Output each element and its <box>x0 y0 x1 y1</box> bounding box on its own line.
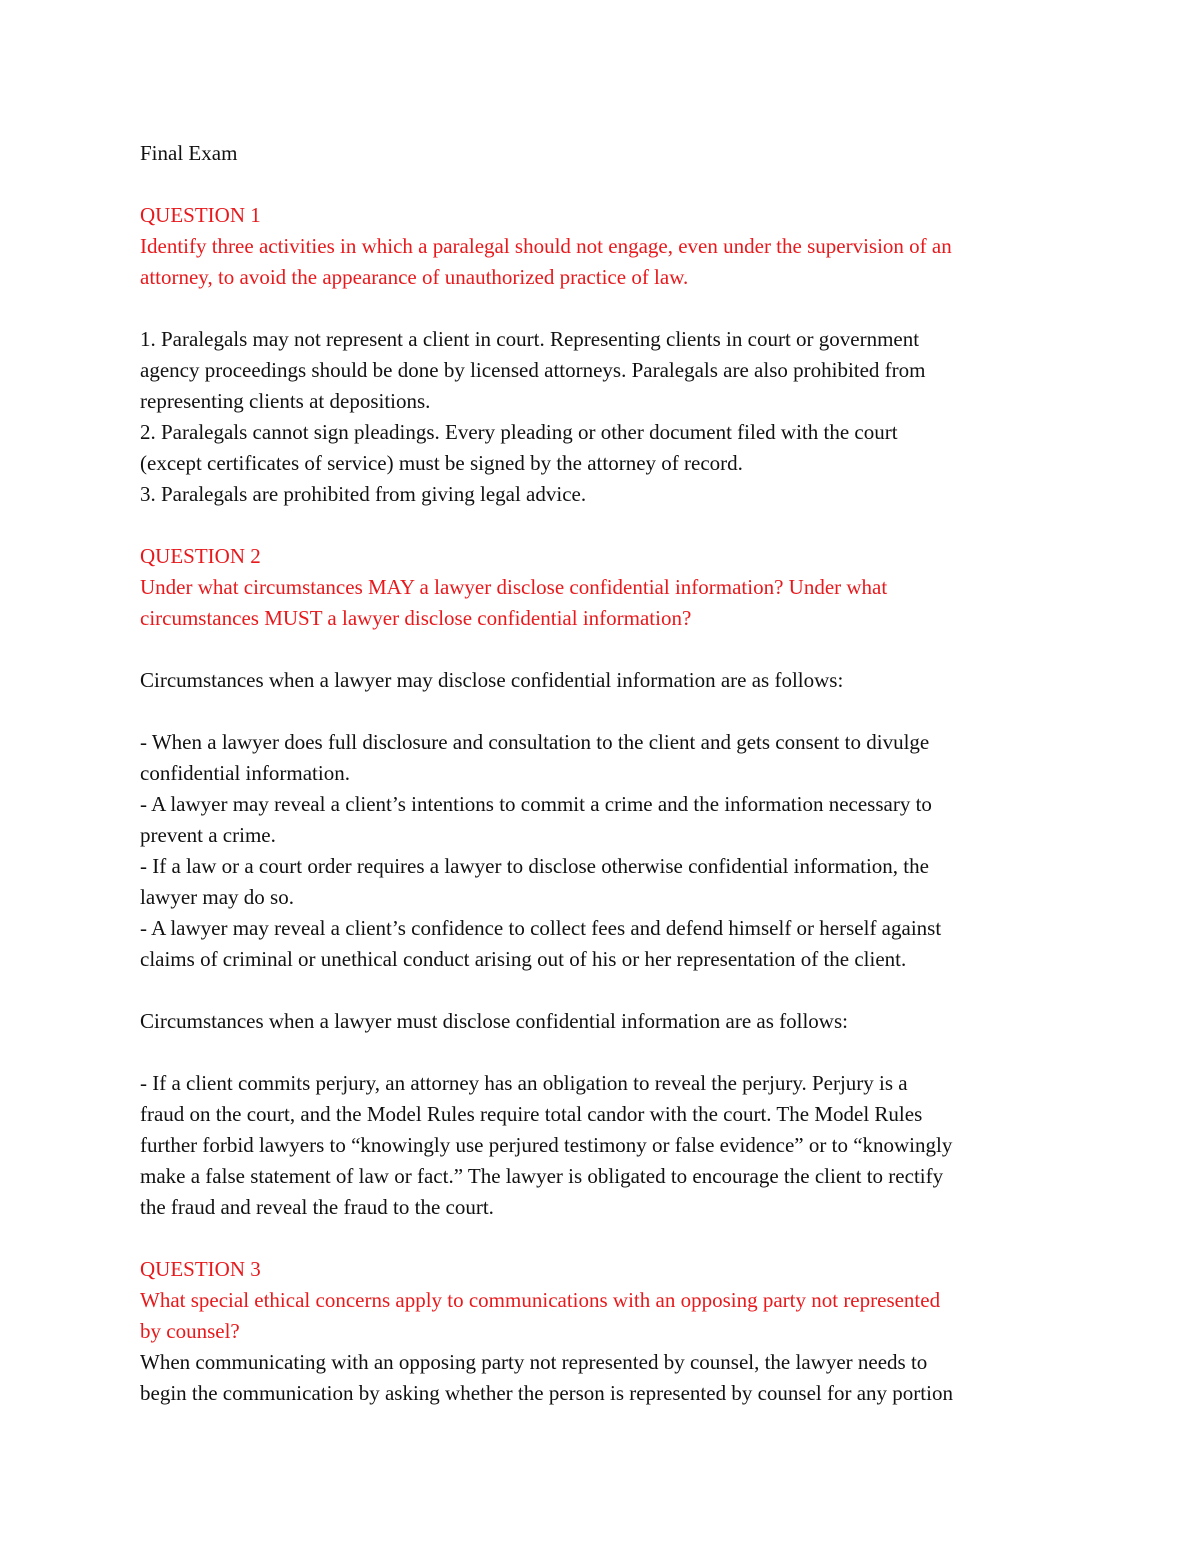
spacer <box>140 510 1060 541</box>
question-2-prompt-line: circumstances MUST a lawyer disclose confidential information? <box>140 606 692 630</box>
spacer <box>140 975 1060 1006</box>
answer-2-must-line: make a false statement of law or fact.” The lawyer is obligated to encourage the client to rectify <box>140 1164 944 1188</box>
answer-1-line: 1. Paralegals may not represent a client in court. Representing clients in court or government <box>140 327 920 351</box>
document-title: Final Exam <box>140 141 238 165</box>
answer-2-may-line: - If a law or a court order requires a lawyer to disclose otherwise confidential information, the <box>140 854 929 878</box>
answer-2-may-intro: Circumstances when a lawyer may disclose confidential information are as follows: <box>140 668 844 692</box>
answer-2-must-line: further forbid lawyers to “knowingly use perjured testimony or false evidence” or to “knowingly <box>140 1133 953 1157</box>
answer-1-line: 2. Paralegals cannot sign pleadings. Every pleading or other document filed with the court <box>140 420 898 444</box>
answer-2-may-line: - When a lawyer does full disclosure and consultation to the client and gets consent to divulge <box>140 730 930 754</box>
spacer <box>140 634 1060 665</box>
answer-2-may-line: - A lawyer may reveal a client’s confidence to collect fees and defend himself or herself against <box>140 916 942 940</box>
answer-2-may-line: prevent a crime. <box>140 823 276 847</box>
answer-1-line: representing clients at depositions. <box>140 389 431 413</box>
answer-2-must-line: fraud on the court, and the Model Rules require total candor with the court. The Model Rules <box>140 1102 923 1126</box>
answer-1-line: (except certificates of service) must be signed by the attorney of record. <box>140 451 743 475</box>
answer-2-may-line: claims of criminal or unethical conduct arising out of his or her representation of the client. <box>140 947 907 971</box>
spacer <box>140 293 1060 324</box>
answer-2-may-line: confidential information. <box>140 761 350 785</box>
answer-2-must-line: the fraud and reveal the fraud to the court. <box>140 1195 494 1219</box>
document-page <box>140 138 1060 1409</box>
answer-2-must-line: - If a client commits perjury, an attorney has an obligation to reveal the perjury. Perjury is a <box>140 1071 908 1095</box>
question-3-prompt-line: What special ethical concerns apply to communications with an opposing party not represented <box>140 1288 941 1312</box>
question-2-heading: QUESTION 2 <box>140 544 261 568</box>
answer-2-may-line: - A lawyer may reveal a client’s intentions to commit a crime and the information necessary to <box>140 792 932 816</box>
spacer <box>140 696 1060 727</box>
answer-2-may-line: lawyer may do so. <box>140 885 294 909</box>
question-1-heading: QUESTION 1 <box>140 203 261 227</box>
answer-3-line: begin the communication by asking whether the person is represented by counsel for any portion <box>140 1381 953 1405</box>
question-1-prompt-line: Identify three activities in which a paralegal should not engage, even under the supervision of an <box>140 234 952 258</box>
question-2-prompt-line: Under what circumstances MAY a lawyer disclose confidential information? Under what <box>140 575 888 599</box>
answer-1-line: 3. Paralegals are prohibited from giving legal advice. <box>140 482 587 506</box>
question-3-prompt-line: by counsel? <box>140 1319 240 1343</box>
question-3-heading: QUESTION 3 <box>140 1257 261 1281</box>
spacer <box>140 1223 1060 1254</box>
question-1-prompt-line: attorney, to avoid the appearance of unauthorized practice of law. <box>140 265 689 289</box>
spacer <box>140 169 1060 200</box>
spacer <box>140 1037 1060 1068</box>
answer-1-line: agency proceedings should be done by licensed attorneys. Paralegals are also prohibited from <box>140 358 926 382</box>
answer-3-line: When communicating with an opposing party not represented by counsel, the lawyer needs to <box>140 1350 928 1374</box>
answer-2-must-intro: Circumstances when a lawyer must disclose confidential information are as follows: <box>140 1009 848 1033</box>
